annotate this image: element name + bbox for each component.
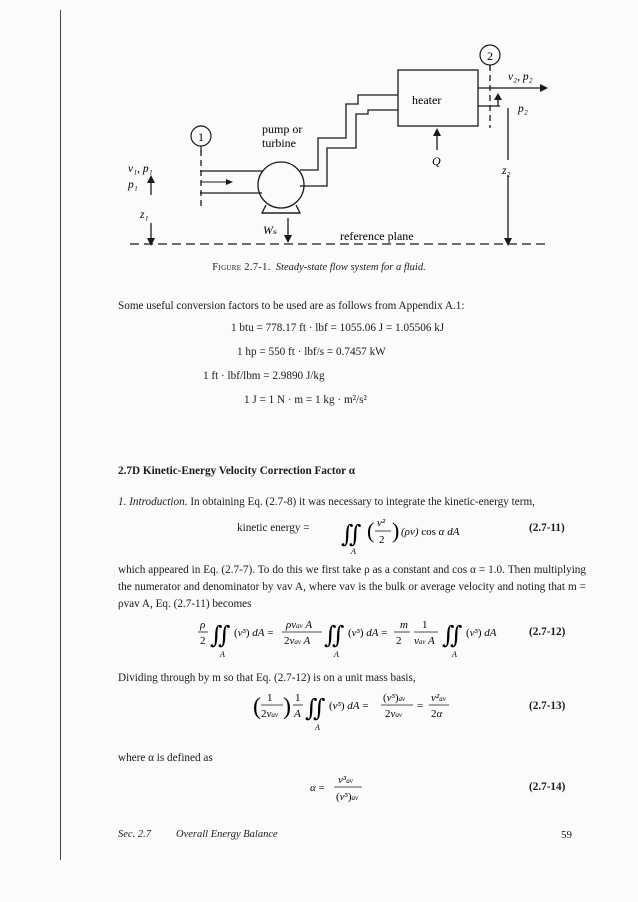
intro-paragraph [118,494,586,511]
v2-p2-label: v₂, p₂ [508,71,533,83]
svg-text:1: 1 [295,692,301,704]
svg-text:ρ: ρ [200,619,206,631]
svg-text:(v³) dA =: (v³) dA = [234,627,274,639]
svg-text:ρvav A: ρvav A [286,619,313,631]
conversion-joule: 1 J = 1 N · m = 1 kg · m²/s² [244,394,367,406]
svg-text:): ) [283,694,291,720]
svg-text:∬: ∬ [305,696,326,722]
svg-text:A: A [334,650,339,659]
svg-text:1: 1 [422,619,428,631]
svg-text:A: A [315,723,320,732]
svg-text:A: A [220,650,225,659]
v1-p1-label: v₁, p₁ [128,163,153,175]
svg-text:2: 2 [379,534,385,546]
eq-number-2-7-11: (2.7-11) [529,522,565,534]
conversion-ft-lbf: 1 ft · lbf/lbm = 2.9890 J/kg [203,370,325,382]
svg-text:A: A [294,708,301,720]
svg-text:): ) [392,518,400,543]
eq-number-2-7-14: (2.7-14) [529,781,566,793]
svg-text:(v³) dA =: (v³) dA = [348,627,388,639]
caption-label: Figure 2.7-1. [212,262,271,273]
equation-2-7-12 [198,613,498,661]
z1-label: z₁ [140,209,149,221]
conversion-intro: Some useful conversion factors to be used are as follows from Appendix A.1: [118,300,465,312]
svg-text:(v³)av: (v³)av [336,791,359,803]
ws-label: Wₛ [263,223,278,237]
intro-heading: 1. Introduction. [118,496,188,508]
conversion-btu: 1 btu = 778.17 ft · lbf = 1055.06 J = 1.05506 kJ [231,322,445,334]
svg-text:=: = [417,700,424,712]
conversion-hp: 1 hp = 550 ft · lbf/s = 0.7457 kW [237,346,386,358]
steady-state-flow-figure [0,0,638,260]
station-1-label: 1 [198,130,204,144]
svg-text:A: A [452,650,457,659]
paragraph-3: Dividing through by m so that Eq. (2.7-12) is on a unit mass basis, [118,672,416,684]
paragraph-2: which appeared in Eq. (2.7-7). To do this we first take ρ as a constant and cos α = 1.0. Then multiplying the numerator and denominator by vav A, where vav is the bulk or average velocity and noting that m = ρvav A, Eq. (2.7-11) becomes [118,564,586,610]
svg-text:2vav: 2vav [385,708,402,720]
svg-text:vav A: vav A [414,635,435,647]
footer-title: Overall Energy Balance [176,829,278,840]
svg-text:(ρv) cos α dA: (ρv) cos α dA [401,526,460,538]
reference-plane-label: reference plane [340,229,414,243]
equation-2-7-13 [253,686,473,736]
station-2-label: 2 [487,49,493,63]
svg-text:v²av: v²av [431,692,446,704]
svg-text:2: 2 [200,635,206,647]
svg-text:(v³)av: (v³)av [383,692,406,704]
svg-text:(v³) dA =: (v³) dA = [329,700,369,712]
svg-text:∬: ∬ [341,522,362,548]
q-label: Q [432,154,441,168]
svg-text:2: 2 [396,635,402,647]
svg-text:1: 1 [267,692,273,704]
svg-text:m: m [400,619,408,631]
svg-text:(v³) dA: (v³) dA [466,627,497,639]
svg-text:(: ( [253,694,261,720]
page-number: 59 [561,829,572,841]
caption-title: Steady-state flow system for a fluid. [275,262,426,273]
kinetic-energy-lhs: kinetic energy = [237,522,310,534]
pump-label-line1: pump or [262,122,303,136]
eq-number-2-7-12: (2.7-12) [529,626,566,638]
p1-label: p₁ [128,179,138,191]
eq-number-2-7-13: (2.7-13) [529,700,566,712]
svg-text:v³av: v³av [338,774,353,786]
paragraph-4: where α is defined as [118,752,213,764]
svg-text:2α: 2α [431,708,443,720]
figure-caption [0,262,638,273]
svg-text:v²: v² [377,517,386,529]
intro-text: In obtaining Eq. (2.7-8) it was necessary to integrate the kinetic-energy term, [190,496,535,508]
svg-text:α =: α = [310,782,325,794]
equation-2-7-14 [310,770,390,810]
svg-text:(: ( [367,518,375,543]
kinetic-energy-integrand [341,512,491,557]
svg-text:2vav: 2vav [261,708,278,720]
svg-text:∬: ∬ [442,623,463,649]
svg-text:A: A [351,547,356,556]
z2-label: z₂ [502,165,511,177]
pump-label-line2: turbine [262,136,296,150]
svg-text:∬: ∬ [324,623,345,649]
p2-label: p₂ [518,103,528,115]
section-heading: 2.7D Kinetic-Energy Velocity Correction Factor α [118,465,355,477]
footer-section: Sec. 2.7 [118,829,151,840]
svg-text:∬: ∬ [210,623,231,649]
svg-text:2vav A: 2vav A [284,635,311,647]
heater-label: heater [412,93,442,107]
